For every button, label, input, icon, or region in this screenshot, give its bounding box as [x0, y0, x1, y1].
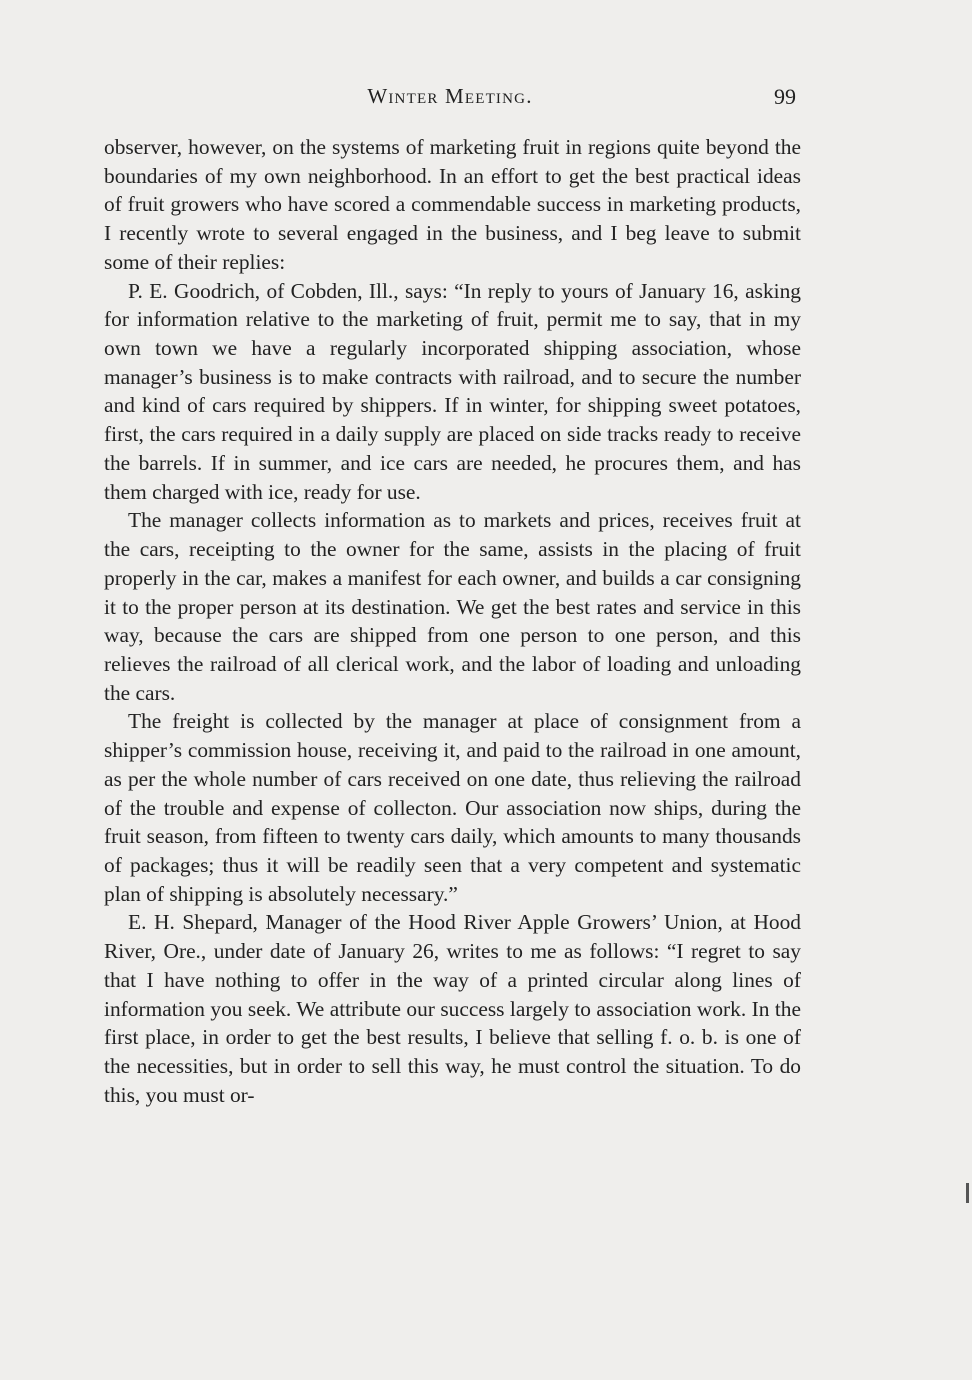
- body-text: [104, 133, 801, 1109]
- paragraph-freight-collection: The freight is collected by the manager at place of consignment from a shipper’s commission house, receiving it, and paid to the railroad in one amount, as per the whole number of cars received on one date, thus relieving the railroad of the trouble and expense of collecton. Our association now ships, during the fruit season, from fifteen to twenty cars daily, which amounts to many thousands of packages; thus it will be readily seen that a very competent and systematic plan of shipping is absolutely necessary.”: [104, 709, 801, 906]
- scan-edge-mark: [966, 1183, 969, 1203]
- paragraph-continuation: observer, however, on the systems of marketing fruit in regions quite beyond the boundaries of my own neighborhood. In an effort to get the best practical ideas of fruit growers who have scored a commendable success in marketing products, I recently wrote to several engaged in the business, and I beg leave to submit some of their replies:: [104, 135, 801, 274]
- page-header: [104, 84, 796, 112]
- paragraph-manager-duties: The manager collects information as to markets and prices, receives fruit at the cars, receipting to the owner for the same, assists in the placing of fruit properly in the car, makes a manifest for each owner, and builds a car consigning it to the proper person at its destination. We get the best rates and service in this way, because the cars are shipped from one person to one person, and this relieves the railroad of all clerical work, and the labor of loading and unloading the cars.: [104, 508, 801, 705]
- paragraph-goodrich-letter: P. E. Goodrich, of Cobden, Ill., says: “In reply to yours of January 16, asking for information relative to the marketing of fruit, permit me to say, that in my own town we have a regularly incorporated shipping association, whose manager’s business is to make contracts with railroad, and to secure the number and kind of cars required by shippers. If in winter, for shipping sweet potatoes, first, the cars required in a daily supply are placed on side tracks ready to receive the barrels. If in summer, and ice cars are needed, he procures them, and has them charged with ice, ready for use.: [104, 278, 801, 504]
- paragraph-shepard-letter: E. H. Shepard, Manager of the Hood River Apple Growers’ Union, at Hood River, Ore., under date of January 26, writes to me as follows: “I regret to say that I have nothing to offer in the way of a printed circular along lines of information you seek. We attribute our success largely to association work. In the first place, in order to get the best results, I believe that selling f. o. b. is one of the necessities, but in order to sell this way, he must control the situation. To do this, you must or-: [104, 910, 801, 1107]
- running-head: Winter Meeting.: [367, 84, 533, 108]
- page-number: 99: [774, 84, 796, 109]
